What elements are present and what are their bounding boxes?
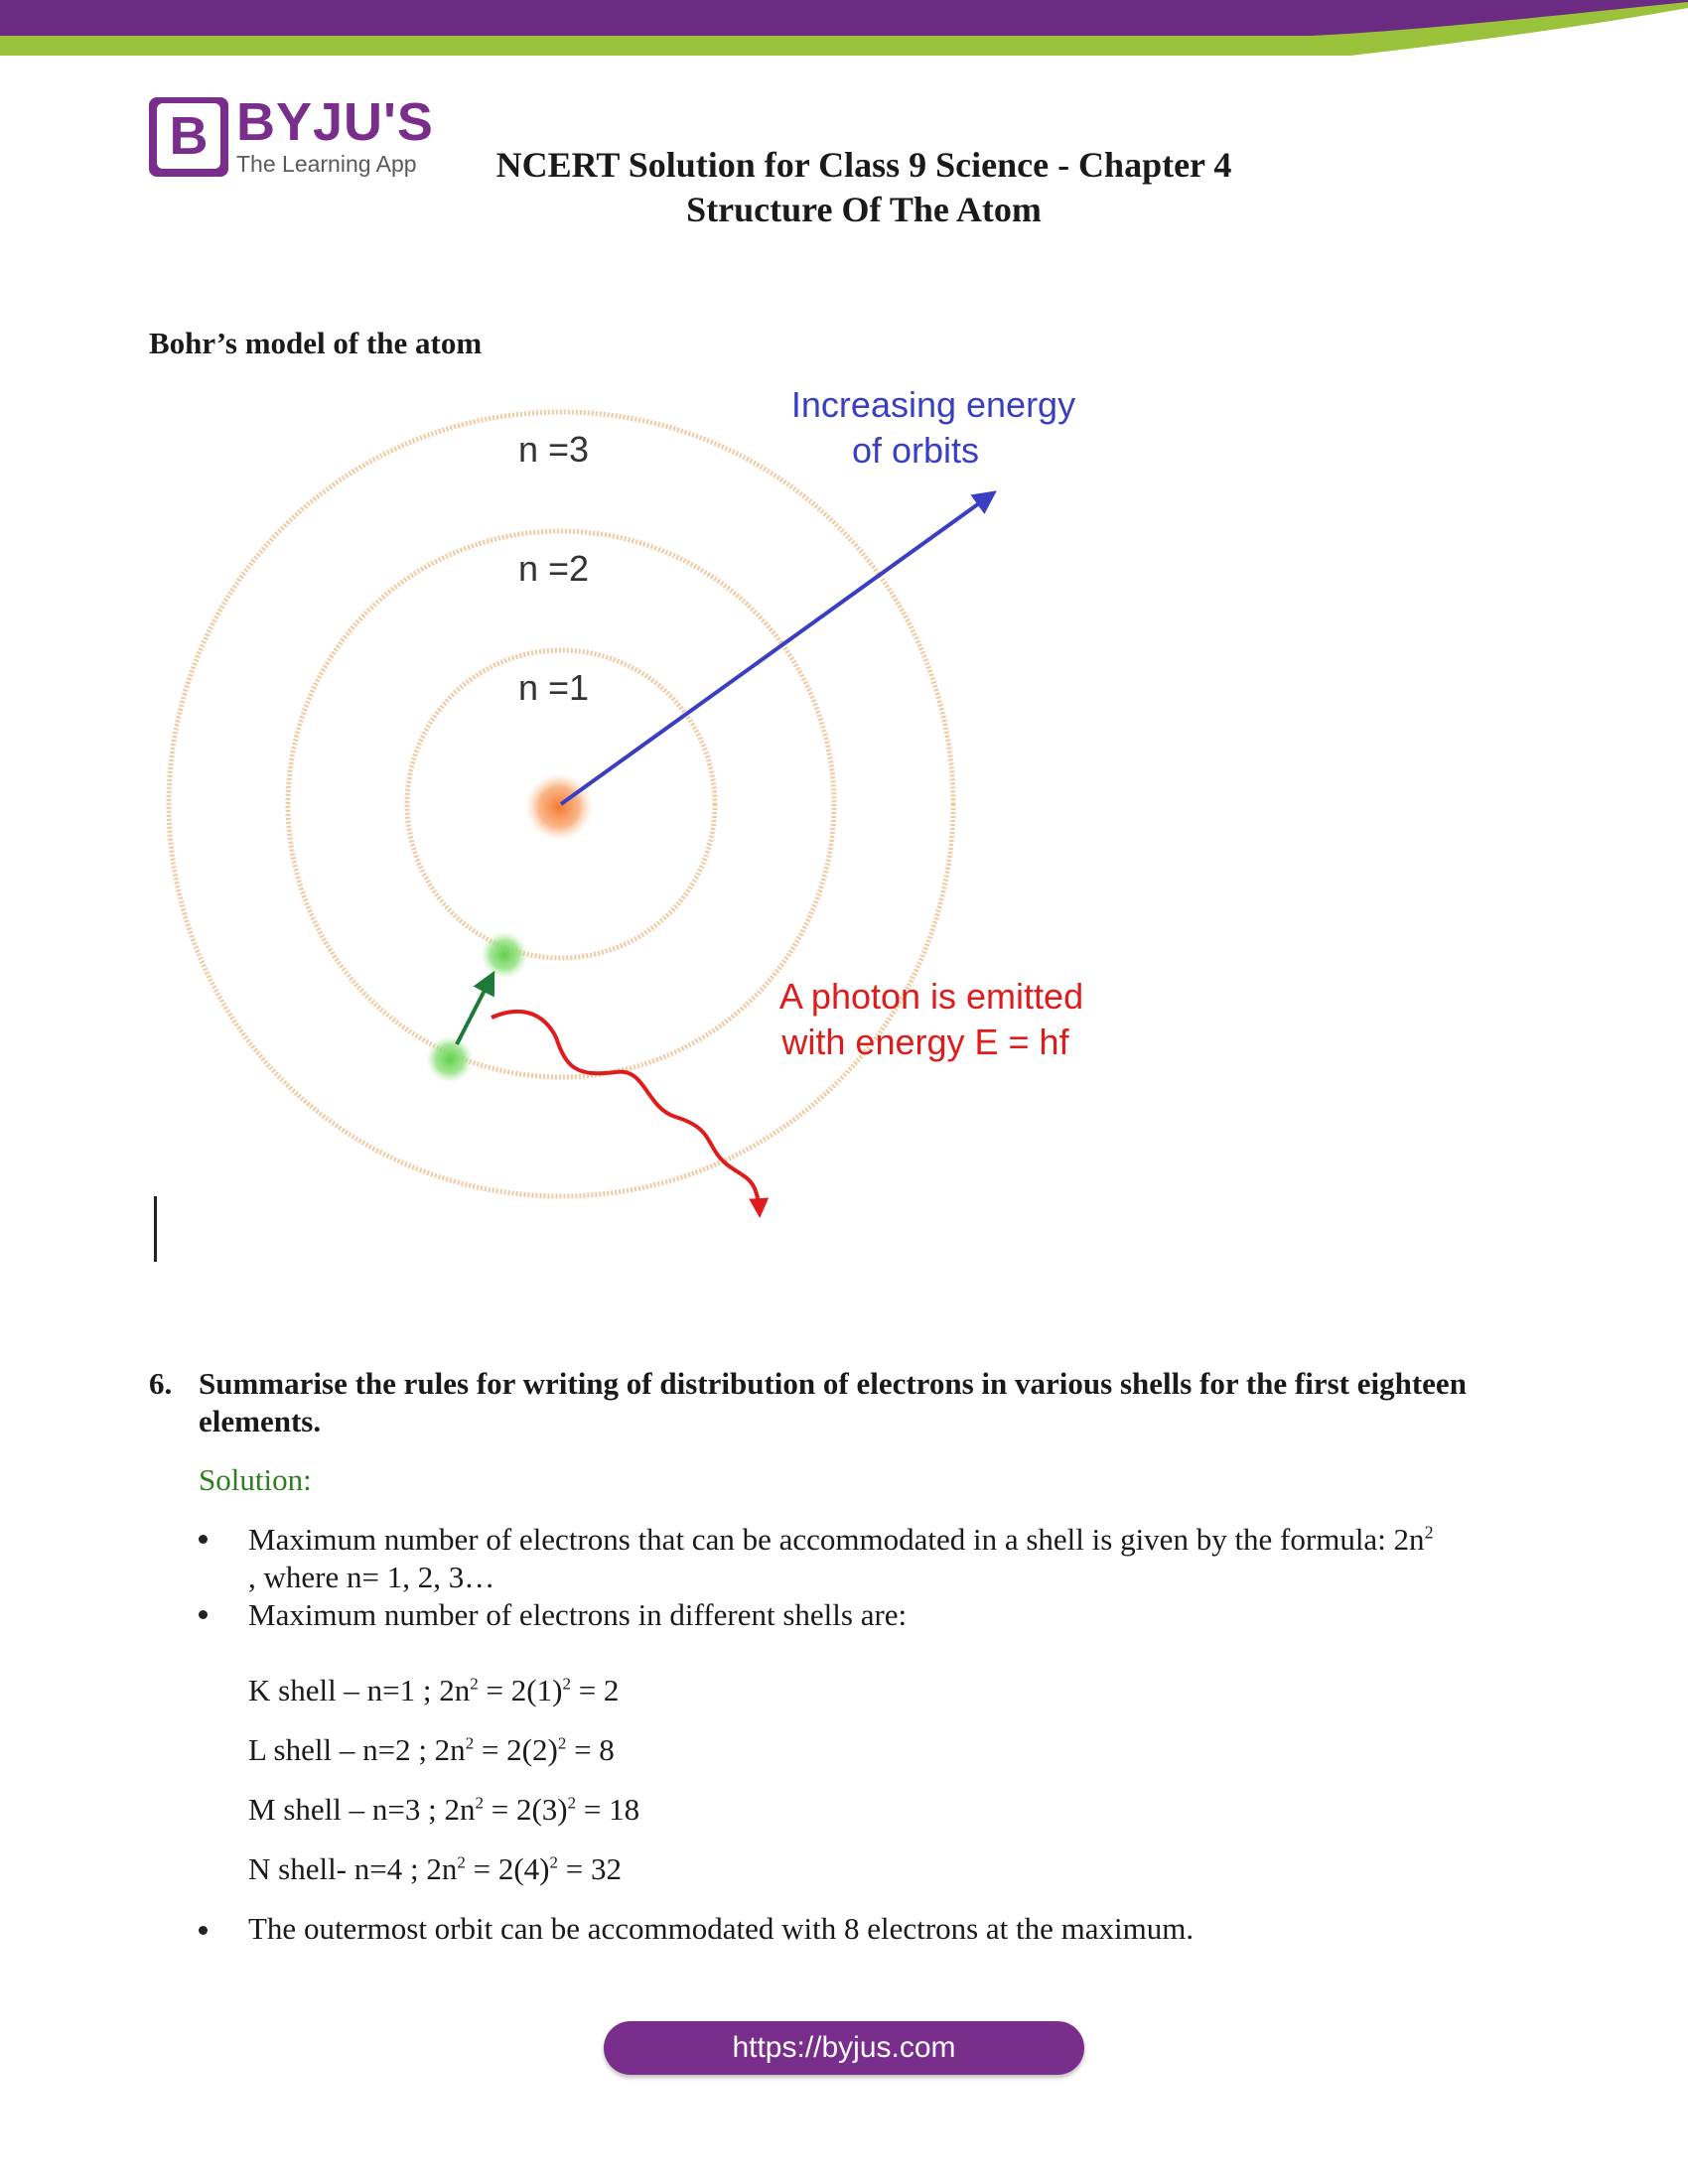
page-title: [417, 143, 1311, 232]
orbit-label-n3: n =3: [518, 429, 590, 470]
shell-k-result: = 2: [570, 1673, 620, 1707]
electron-initial: [426, 1035, 474, 1083]
shell-m-n-exponent: 2: [475, 1793, 484, 1813]
shell-row-l: [248, 1729, 639, 1789]
shell-l-n-exponent: 2: [465, 1733, 475, 1753]
shell-n-mid: = 2(4): [465, 1851, 550, 1886]
bullet-outermost-text: The outermost orbit can be accommodated with 8 electrons at the maximum.: [248, 1911, 1195, 1946]
text-cursor-bar: [154, 1196, 157, 1262]
shell-row-k: [248, 1670, 639, 1729]
top-decorative-band: [0, 0, 1688, 62]
question-text: Summarise the rules for writing of distribution of electrons in various shells for the first eighteen elements.: [199, 1366, 1467, 1438]
bullet-outermost: [199, 1911, 1194, 1947]
shell-n-result: = 32: [558, 1851, 622, 1886]
solution-bullets: [199, 1521, 1539, 1634]
shell-n-n-exponent: 2: [457, 1852, 466, 1872]
byjus-logo[interactable]: [149, 92, 437, 181]
shell-l-mid: = 2(2): [474, 1732, 558, 1767]
section-heading: Bohr’s model of the atom: [149, 326, 483, 360]
question-number: 6.: [149, 1366, 173, 1401]
bullet-shells-intro-text: Maximum number of electrons in different shells are:: [248, 1597, 908, 1632]
logo-badge: [149, 97, 228, 177]
footer-url-link[interactable]: https://byjus.com: [604, 2021, 1084, 2075]
bullet-formula-text: Maximum number of electrons that can be accommodated in a shell is given by the formula: 2n: [248, 1522, 1425, 1557]
shell-row-n: [248, 1848, 639, 1908]
shell-l-result: = 8: [566, 1732, 615, 1767]
shell-n-prefix: N shell- n=4 ; 2n: [248, 1851, 458, 1886]
energy-label-line2: of orbits: [851, 430, 980, 471]
question-6: [149, 1365, 1539, 1440]
logo-letter: B: [157, 103, 220, 169]
bullet-shells-intro: [199, 1596, 1539, 1634]
nucleus: [525, 773, 593, 841]
energy-label-line1: Increasing energy: [790, 384, 1076, 425]
photon-label-line2: with energy E = hf: [781, 1022, 1069, 1062]
logo-tagline: The Learning App: [236, 151, 417, 177]
photon-wave: [492, 1012, 760, 1214]
shell-k-mid: = 2(1): [478, 1673, 563, 1707]
bullet-formula: [199, 1521, 1539, 1596]
shell-k-n-exponent: 2: [470, 1674, 479, 1694]
bullet-dot: [199, 1535, 208, 1544]
photon-label-line1: A photon is emitted: [778, 976, 1084, 1017]
bullet-dot: [199, 1926, 208, 1935]
shell-m-mid: = 2(3): [483, 1792, 568, 1827]
shell-n-exponent: 2: [549, 1852, 558, 1872]
bullet-dot: [199, 1610, 208, 1619]
shell-list: [248, 1670, 639, 1908]
electron-jump-arrow: [457, 975, 492, 1044]
shell-row-m: [248, 1789, 639, 1848]
shell-m-exponent: 2: [567, 1793, 577, 1813]
electron-final: [481, 931, 528, 979]
orbit-label-n1: n =1: [518, 667, 590, 708]
orbit-label-n2: n =2: [518, 548, 590, 589]
shell-k-exponent: 2: [562, 1674, 571, 1694]
shell-k-prefix: K shell – n=1 ; 2n: [248, 1673, 471, 1707]
bohr-model-figure: [149, 382, 1092, 1276]
bullet-formula-exponent: 2: [1424, 1522, 1434, 1543]
bullet-formula-continuation: , where n= 1, 2, 3…: [248, 1560, 495, 1594]
solution-label: Solution:: [199, 1462, 312, 1497]
title-line-1: NCERT Solution for Class 9 Science - Chapter 4: [495, 145, 1232, 185]
shell-m-result: = 18: [576, 1792, 640, 1827]
logo-name: BYJU'S: [236, 92, 434, 152]
shell-l-prefix: L shell – n=2 ; 2n: [248, 1732, 466, 1767]
shell-l-exponent: 2: [557, 1733, 567, 1753]
shell-m-prefix: M shell – n=3 ; 2n: [248, 1792, 476, 1827]
title-line-2: Structure Of The Atom: [686, 190, 1042, 229]
